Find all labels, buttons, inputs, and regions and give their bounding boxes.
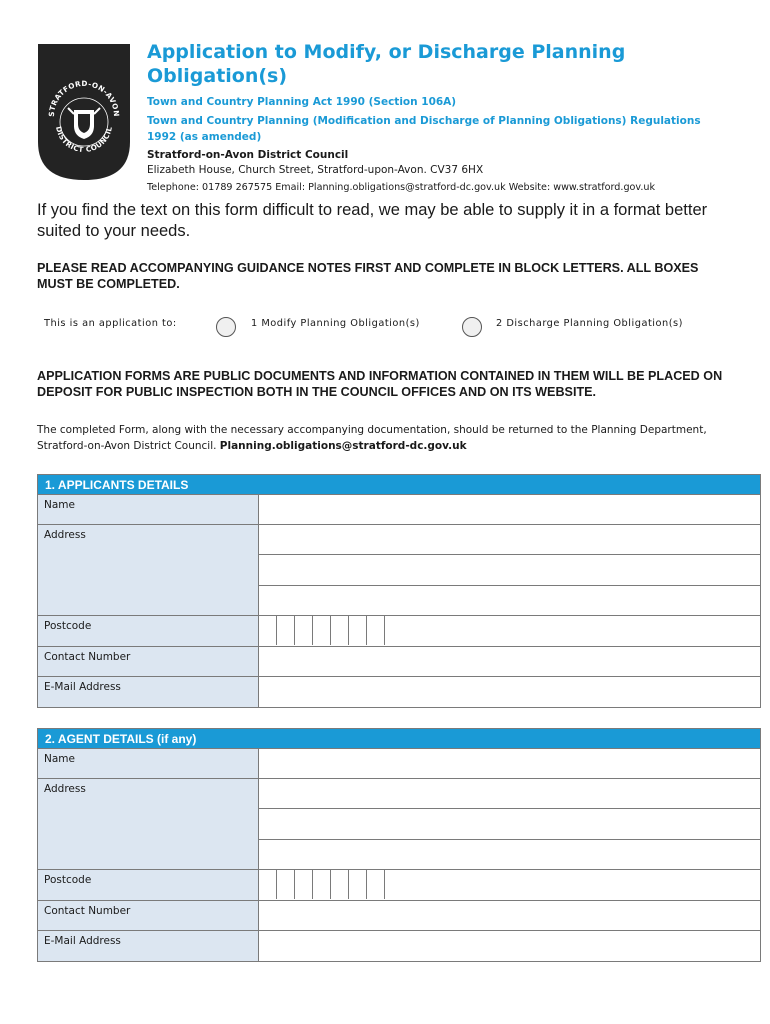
applicant-postcode-field[interactable] (259, 616, 761, 647)
agent-section-title: 2. AGENT DETAILS (if any) (38, 729, 761, 749)
svg-text:STRATFORD-ON-AVON: STRATFORD-ON-AVON (46, 78, 122, 118)
agent-postcode-label: Postcode (38, 870, 259, 901)
act-reference: Town and Country Planning Act 1990 (Section 106A) (147, 96, 457, 108)
svg-text:DISTRICT COUNCIL: DISTRICT COUNCIL (54, 125, 114, 155)
return-note: The completed Form, along with the necessary accompanying documentation, should be returned to the Planning Department, Stratford-on-Avon District Council. (37, 424, 707, 452)
agent-address-line-3[interactable] (259, 840, 761, 870)
application-type-label: This is an application to: (44, 318, 177, 329)
accessibility-note: If you find the text on this form difficult to read, we may be able to supply it in a format better suited to your needs. (37, 201, 708, 240)
discharge-radio[interactable] (462, 317, 482, 337)
agent-name-label: Name (38, 749, 259, 779)
agent-address-line-2[interactable] (259, 809, 761, 840)
council-crest-logo (38, 44, 130, 180)
modify-radio[interactable] (216, 317, 236, 337)
public-notice: APPLICATION FORMS ARE PUBLIC DOCUMENTS AND INFORMATION CONTAINED IN THEM WILL BE PLACED ON DEPOSIT FOR PUBLIC INSPECTION BOTH IN THE COUNCIL OFFICES AND ON ITS WEBSITE. (37, 369, 723, 399)
agent-address-line-1[interactable] (259, 779, 761, 809)
applicant-contact-label: Contact Number (38, 647, 259, 677)
discharge-option-label: 2 Discharge Planning Obligation(s) (496, 318, 683, 329)
applicant-postcode-label: Postcode (38, 616, 259, 647)
council-contact: Telephone: 01789 267575 Email: Planning.obligations@stratford-dc.gov.uk Website: www.stratford.gov.uk (147, 182, 656, 193)
applicant-contact-field[interactable] (259, 647, 761, 677)
agent-postcode-field[interactable] (259, 870, 761, 901)
guidance-note: PLEASE READ ACCOMPANYING GUIDANCE NOTES FIRST AND COMPLETE IN BLOCK LETTERS. ALL BOXES MUST BE COMPLETED. (37, 261, 699, 291)
applicant-address-line-1[interactable] (259, 525, 761, 555)
return-email: Planning.obligations@stratford-dc.gov.uk (219, 440, 467, 452)
agent-name-field[interactable] (259, 749, 761, 779)
regulations-reference: Town and Country Planning (Modification and Discharge of Planning Obligations) Regulations 1992 (as amended) (147, 115, 701, 143)
council-name: Stratford-on-Avon District Council (147, 149, 349, 161)
agent-contact-label: Contact Number (38, 901, 259, 931)
applicant-address-label: Address (38, 525, 259, 616)
return-instructions (37, 422, 737, 454)
agent-contact-field[interactable] (259, 901, 761, 931)
applicant-address-line-3[interactable] (259, 586, 761, 616)
applicant-email-field[interactable] (259, 677, 761, 708)
applicant-section-title: 1. APPLICANTS DETAILS (38, 475, 761, 495)
applicant-address-line-2[interactable] (259, 555, 761, 586)
agent-details-section (37, 728, 761, 962)
modify-option-label: 1 Modify Planning Obligation(s) (251, 318, 420, 329)
applicant-email-label: E-Mail Address (38, 677, 259, 708)
applicant-details-section (37, 474, 761, 708)
applicant-name-label: Name (38, 495, 259, 525)
agent-email-field[interactable] (259, 931, 761, 962)
council-address: Elizabeth House, Church Street, Stratford-upon-Avon. CV37 6HX (147, 164, 484, 176)
agent-email-label: E-Mail Address (38, 931, 259, 962)
agent-address-label: Address (38, 779, 259, 870)
page-title: Application to Modify, or Discharge Planning Obligation(s) (147, 41, 626, 87)
applicant-name-field[interactable] (259, 495, 761, 525)
